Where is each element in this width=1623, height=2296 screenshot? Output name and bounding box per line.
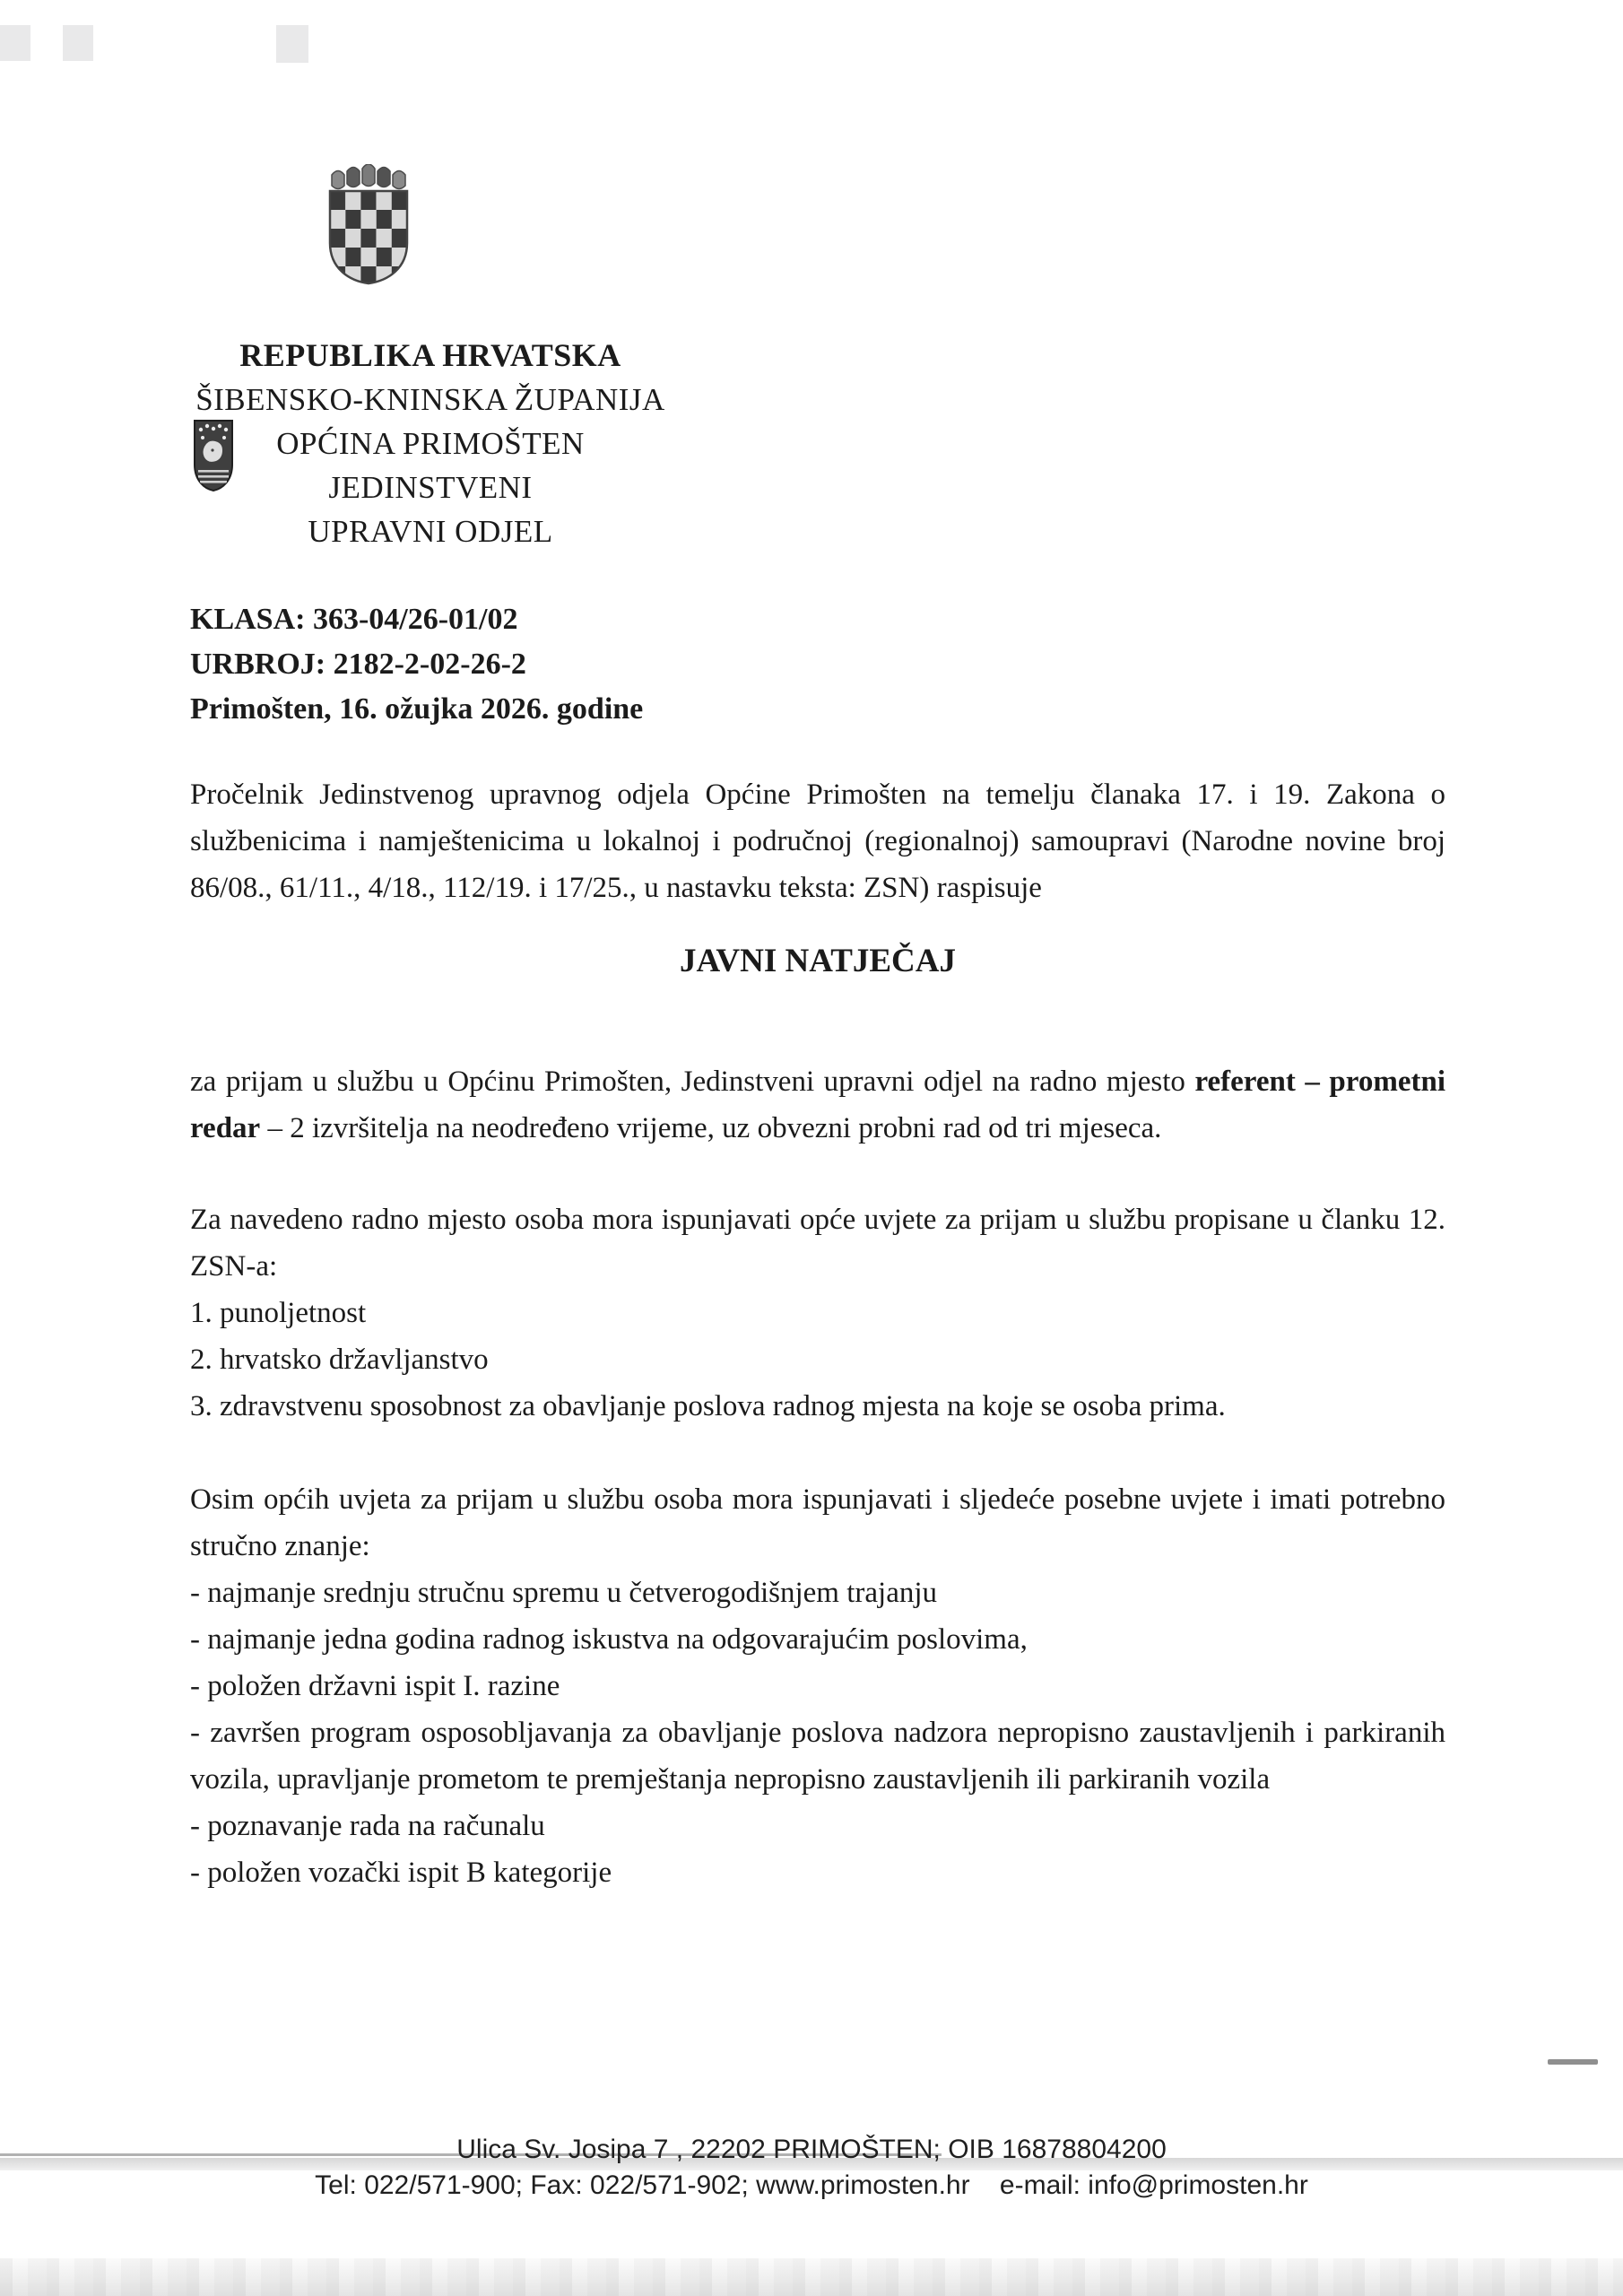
general-condition-item: 1. punoljetnost: [190, 1297, 367, 1329]
scan-speck: [63, 25, 93, 61]
document-body: [190, 771, 1445, 1896]
general-condition-item: 2. hrvatsko državljanstvo: [190, 1344, 489, 1376]
special-conditions-section: [190, 1476, 1445, 1896]
org-department-line1: JEDINSTVENI: [328, 470, 533, 505]
footer-address: Ulica Sv. Josipa 7 , 22202 PRIMOŠTEN; OIB 16878804200: [456, 2135, 1167, 2164]
special-condition-item: - najmanje jedna godina radnog iskustva na odgovarajućim poslovima,: [190, 1623, 1028, 1656]
scan-speck: [276, 25, 308, 63]
footer-contacts: Tel: 022/571-900; Fax: 022/571-902; www.primosten.hr e-mail: info@primosten.hr: [315, 2170, 1308, 2200]
special-condition-item: - završen program osposobljavanja za obavljanje poslova nadzora nepropisno zaustavljenih i parkiranih vozila, upravljanje prometom te premještanja nepropisno zaustavljenih ili parkiranih vozila: [190, 1717, 1445, 1796]
intro-paragraph: Pročelnik Jedinstvenog upravnog odjela Općine Primošten na temelju članaka 17. i 19. Zakona o službenicima i namještenicima u lokalnoj i područnoj (regionalnoj) samoupravi (Narodne novine broj 86/08., 61/11., 4/18., 112/19. i 17/25., u nastavku teksta: ZSN) raspisuje: [190, 778, 1445, 904]
general-conditions-intro: Za navedeno radno mjesto osoba mora ispunjavati opće uvjete za prijam u službu propisane u članku 12. ZSN-a:: [190, 1204, 1445, 1283]
klasa-line: KLASA: 363-04/26-01/02: [190, 603, 518, 636]
position-text-pre: za prijam u službu u Općinu Primošten, Jedinstveni upravni odjel na radno mjesto: [190, 1065, 1195, 1098]
org-department-line2: UPRAVNI ODJEL: [308, 514, 553, 549]
special-condition-item: - položen vozački ispit B kategorije: [190, 1857, 612, 1889]
general-condition-item: 3. zdravstvenu sposobnost za obavljanje poslova radnog mjesta na koje se osoba prima.: [190, 1390, 1226, 1422]
position-title-bold: referent – prometni redar: [190, 1065, 1445, 1144]
special-condition-item: - položen državni ispit I. razine: [190, 1670, 560, 1702]
scan-noise-band: [0, 2258, 1623, 2296]
urbroj-line: URBROJ: 2182-2-02-26-2: [190, 648, 526, 681]
org-municipality: OPĆINA PRIMOŠTEN: [276, 426, 585, 461]
position-text-post: – 2 izvršitelja na neodređeno vrijeme, uz obvezni probni rad od tri mjeseca.: [260, 1112, 1162, 1144]
notice-title: JAVNI NATJEČAJ: [679, 943, 957, 979]
special-conditions-intro: Osim općih uvjeta za prijam u službu osoba mora ispunjavati i sljedeće posebne uvjete i imati potrebno stručno znanje:: [190, 1483, 1445, 1562]
position-paragraph: [190, 1058, 1445, 1152]
reference-block: [190, 597, 643, 732]
special-condition-item: - najmanje srednju stručnu spremu u četverogodišnjem trajanju: [190, 1577, 938, 1609]
scan-speck: [0, 25, 30, 61]
org-country: REPUBLIKA HRVATSKA: [239, 337, 621, 373]
place-date-line: Primošten, 16. ožujka 2026. godine: [190, 692, 644, 726]
special-condition-item: - poznavanje rada na računalu: [190, 1810, 545, 1842]
primosten-coat-of-arms-icon: [192, 418, 235, 495]
org-county: ŠIBENSKO-KNINSKA ŽUPANIJA: [195, 382, 665, 417]
general-conditions-section: [190, 1196, 1445, 1430]
croatian-coat-of-arms-icon: [319, 164, 418, 285]
scan-artifact-dash: [1548, 2059, 1598, 2065]
